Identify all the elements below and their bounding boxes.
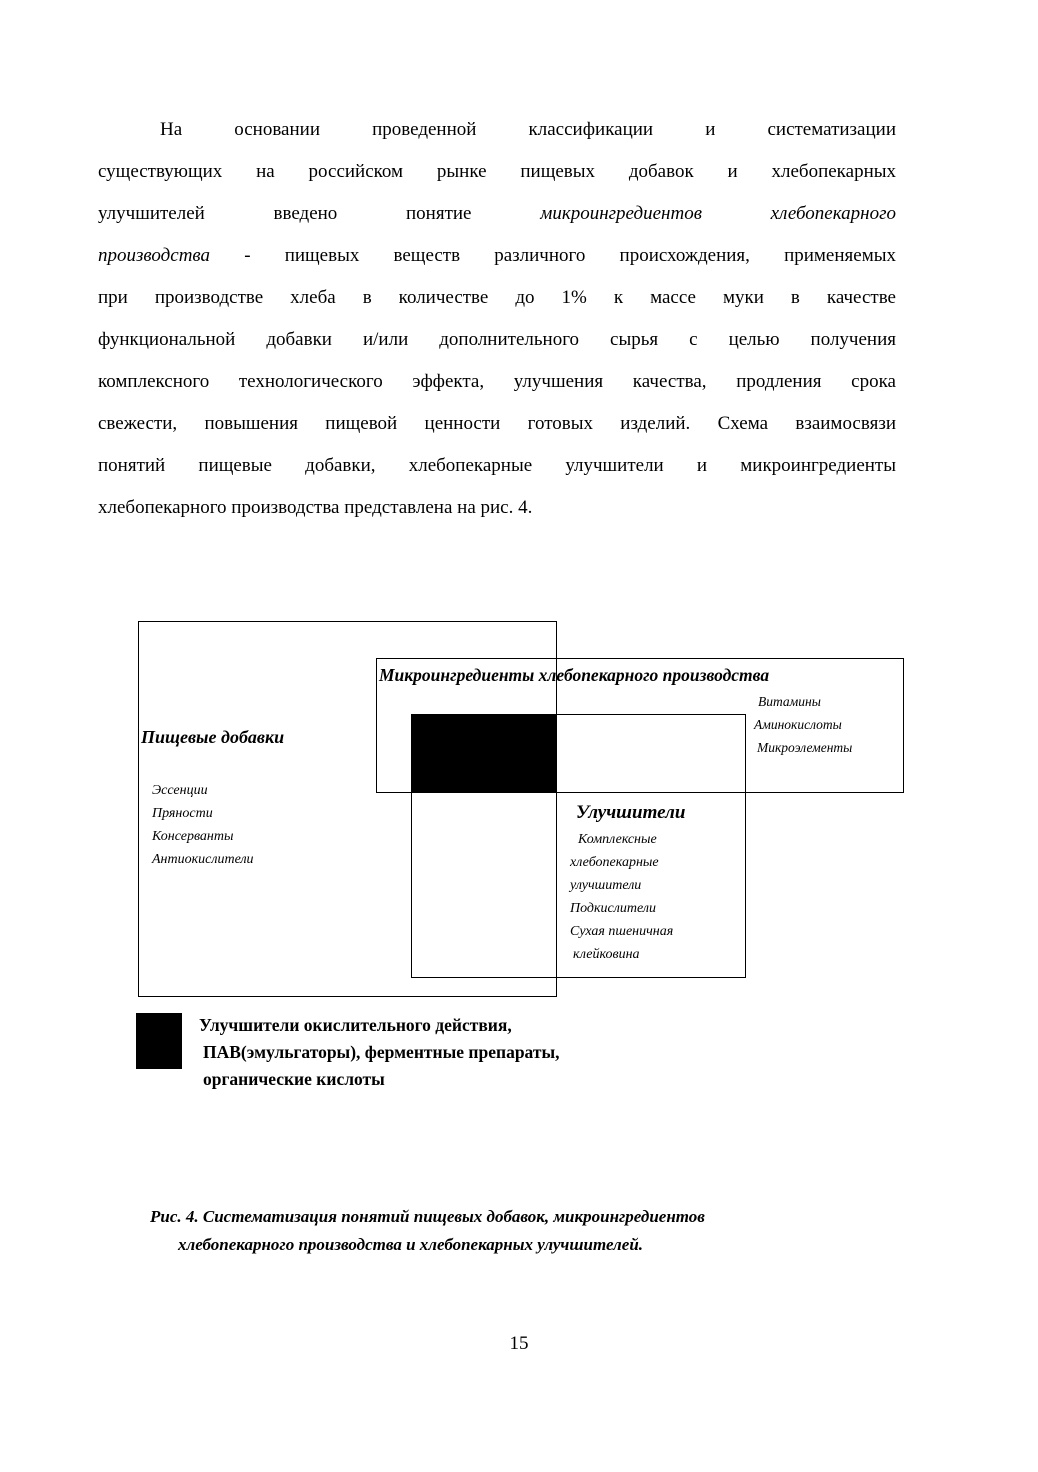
- caption-line: Рис. 4. Систематизация понятий пищевых добавок, микроингредиентов: [150, 1207, 705, 1226]
- micro-ingredients-title: Микроингредиенты хлебопекарного производства: [379, 665, 770, 685]
- list-item: Антиокислители: [152, 852, 254, 867]
- legend-line: Улучшители окислительного действия,: [199, 1015, 512, 1035]
- paragraph-line: понятий пищевые добавки, хлебопекарные улучшители и микроингредиенты: [98, 455, 896, 476]
- paragraph-line: функциональной добавки и/или дополнительного сырья с целью получения: [98, 329, 896, 350]
- paragraph-line: существующих на российском рынке пищевых добавок и хлебопекарных: [98, 161, 896, 182]
- improvers-list: [570, 828, 673, 966]
- list-item: Пряности: [152, 806, 213, 821]
- legend-black-square: [136, 1013, 182, 1069]
- food-additives-title: Пищевые добавки: [141, 727, 285, 747]
- paragraph-line: производства - пищевых веществ различного происхождения, применяемых: [98, 245, 896, 266]
- list-item: Витамины: [758, 694, 821, 709]
- paragraph-line: свежести, повышения пищевой ценности готовых изделий. Схема взаимосвязи: [98, 413, 896, 434]
- paragraph-line: комплексного технологического эффекта, улучшения качества, продления срока: [98, 371, 896, 392]
- paragraph-line: хлебопекарного производства представлена на рис. 4.: [98, 497, 533, 518]
- list-item: Комплексные: [578, 832, 657, 847]
- paragraph-line: На основании проведенной классификации и систематизации: [160, 119, 896, 140]
- list-item: улучшители: [570, 878, 642, 893]
- list-item: Аминокислоты: [754, 717, 842, 732]
- legend-line: органические кислоты: [203, 1069, 385, 1089]
- paragraph-line: при производстве хлеба в количестве до 1% к массе муки в качестве: [98, 287, 896, 308]
- body-paragraph: [98, 109, 896, 529]
- list-item: Консерванты: [152, 829, 234, 844]
- caption-line: хлебопекарного производства и хлебопекарных улучшителей.: [178, 1235, 644, 1254]
- list-item: Эссенции: [152, 783, 208, 798]
- list-item: клейковина: [573, 947, 640, 962]
- list-item: Микроэлементы: [757, 740, 853, 755]
- legend-line: ПАВ(эмульгаторы), ферментные препараты,: [203, 1042, 560, 1062]
- paragraph-line: улучшителей введено понятие микроингредиентов хлебопекарного: [98, 203, 896, 224]
- improvers-title: Улучшители: [576, 802, 686, 823]
- figure-caption: [150, 1203, 705, 1259]
- micro-ingredients-list: [754, 690, 852, 759]
- list-item: хлебопекарные: [570, 855, 659, 870]
- page-number: 15: [509, 1333, 529, 1354]
- list-item: Сухая пшеничная: [570, 924, 674, 939]
- legend-text: [199, 1012, 559, 1093]
- list-item: Подкислители: [570, 901, 656, 916]
- overlap-black-area: [412, 715, 557, 792]
- food-additives-list: [152, 779, 254, 871]
